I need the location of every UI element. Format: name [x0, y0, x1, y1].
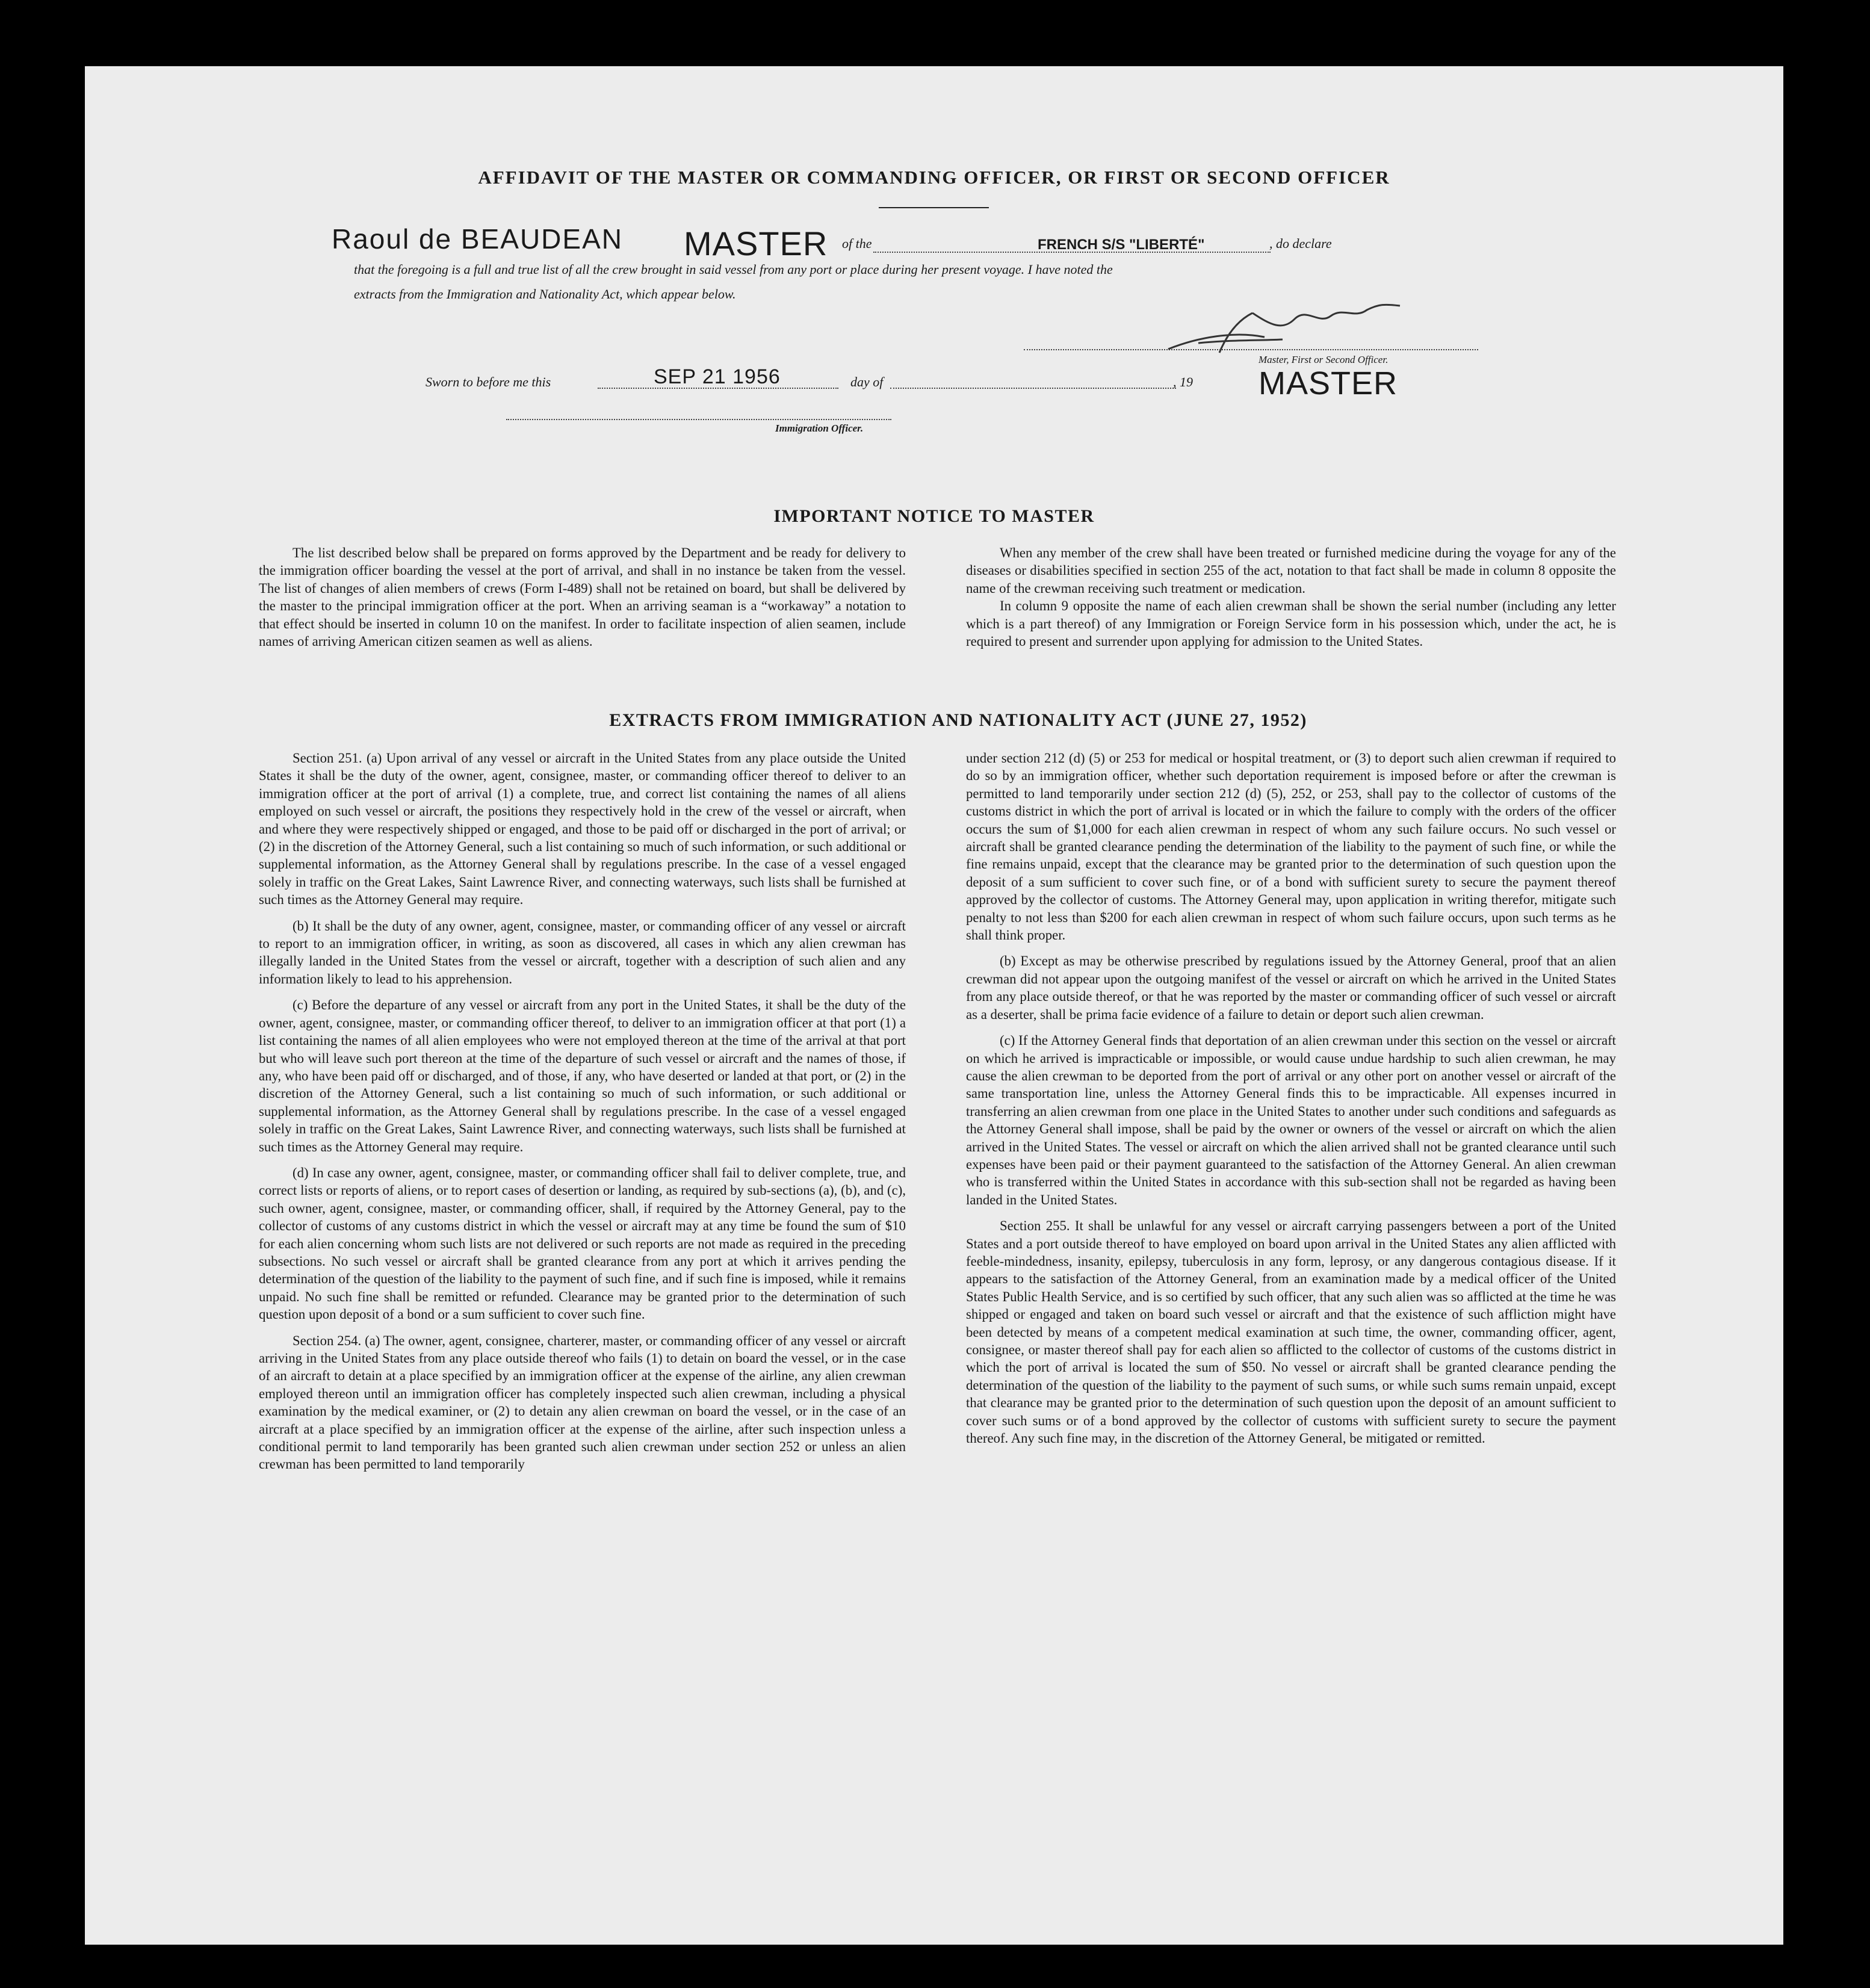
month-line: [890, 388, 1176, 389]
officer-signature-line: [506, 419, 891, 420]
extracts-left-column: [259, 749, 906, 1473]
section-255: Section 255. It shall be unlawful for any vessel or aircraft carrying passengers between a port of the United States and a port outside thereof to have employed on board upon arrival in the United States any alien afflicted with feeble-mindedness, insanity, epilepsy, tuberculosis in any form, leprosy, or any dangerous contagious disease. If it appears to the satisfaction of the Attorney General, from an examination made by a medical officer of the United States Public Health Service, and is so certified by such officer, that any such alien was so afflicted at the time he was shipped or engaged and taken on board such vessel or aircraft and that the existence of such affliction might have been detected by means of a competent medical examination at such time, the owner, commanding officer, agent, consignee, or master thereof shall pay for each alien so afflicted to the collector of customs of the customs district in which the port of arrival is located the sum of $50. No vessel or aircraft shall be granted clearance pending the determination of the question of the liability to the payment of such sums, or while such sums remain unpaid, except that clearance may be granted prior to the determination of such question upon the deposit of an amount sufficient to cover such sums or of a bond approved by the collector of customs with sufficient surety to secure the payment thereof. Any such fine may, in the discretion of the Attorney General, be mitigated or remitted.: [966, 1218, 1616, 1446]
year-prefix: , 19: [1173, 374, 1193, 389]
master-signature: [1162, 295, 1415, 361]
extracts-right-column: [966, 749, 1616, 1447]
section-251-d: (d) In case any owner, agent, consignee, master, or commanding officer shall fail to deliver complete, true, and correct lists or reports of aliens, or to report cases of desertion or landing, as required by sub-sections (a), (b), and (c), such owner, agent, consignee, master, or commanding officer, shall, if required by the Attorney General, pay to the collector of customs of any customs district in which the vessel or aircraft may at any time be found the sum of $10 for each alien concerning whom such lists are not delivered or such reports are not made as required in the preceding subsections. No such vessel or aircraft shall be granted clearance from any port at which it arrives pending the determination of the question of the liability to the payment of such fine, and if such fine is imposed, while it remains unpaid. No such fine shall be remitted or refunded. Clearance may be granted prior to the determination of such question upon deposit of a bond or a sum sufficient to cover such fine.: [259, 1165, 906, 1322]
signature-line: [1024, 349, 1478, 350]
notice-heading: IMPORTANT NOTICE TO MASTER: [773, 506, 1095, 526]
notice-left-paragraph: The list described below shall be prepared on forms approved by the Department and be ready for delivery to the immigration officer boarding the vessel at the port of arrival, and shall in no instance be taken from the vessel. The list of changes of alien members of crews (Form I-489) shall not be retained on board, but shall be delivered by the master to the principal immigration officer at the port. When an arriving seaman is a “workaway” a notation to that effect should be inserted in column 10 on the manifest. In order to facilitate inspection of alien seamen, include names of arriving American citizen seamen as well as aliens.: [259, 545, 906, 649]
do-declare-label: , do declare: [1269, 236, 1332, 251]
section-251-a: Section 251. (a) Upon arrival of any vessel or aircraft in the United States from any place outside the United States it shall be the duty of the owner, agent, consignee, master, or commanding officer thereof to deliver to an immigration officer at the port of arrival (1) a complete, true, and correct list containing the names of all aliens employed on such vessel or aircraft, the positions they respectively hold in the crew of the vessel or aircraft, when and where they were respectively shipped or engaged, and those to be paid off or discharged in the port of arrival; or (2) in the discretion of the Attorney General, such a list containing so much of such information, or such additional or supplemental information, as the Attorney General shall by regulations prescribe. In the case of a vessel engaged solely in traffic on the Great Lakes, Saint Lawrence River, and connecting waterways, such lists shall be furnished at such times as the Attorney General may require.: [259, 751, 906, 908]
sworn-label: Sworn to before me this: [426, 374, 551, 389]
day-of-label: day of: [850, 374, 884, 389]
notice-left-column: [259, 544, 906, 650]
officer-caption: Immigration Officer.: [775, 423, 864, 434]
extracts-heading: EXTRACTS FROM IMMIGRATION AND NATIONALITY ACT (JUNE 27, 1952): [609, 710, 1307, 730]
section-251-c: (c) Before the departure of any vessel or aircraft from any port in the United States, it shall be the duty of the owner, agent, consignee, master, or commanding officer thereof, to deliver to an immigration officer at that port (1) a list containing the names of all alien employees who were not employed thereon at the time of the arrival at that port but who will leave such port thereon at the time of the departure of such vessel or aircraft and the names of those, if any, who have been paid off or discharged, and of those, if any, who have deserted or landed at that port, or (2) in the discretion of the Attorney General, such a list containing so much of such information, or such additional or supplemental information, as the Attorney General shall by regulations prescribe. In the case of a vessel engaged solely in traffic on the Great Lakes, Saint Lawrence River, and connecting waterways, such lists shall be furnished at such times as the Attorney General may require.: [259, 997, 906, 1154]
notice-right-paragraph-2: In column 9 opposite the name of each alien crewman shall be shown the serial number (including any letter which is a part thereof) of any Immigration or Foreign Service form in his possession which, under the act, he is required to present and surrender upon applying for admission to the United States.: [966, 598, 1616, 649]
signature-caption: Master, First or Second Officer.: [1259, 354, 1389, 365]
notice-right-paragraph-1: When any member of the crew shall have been treated or furnished medicine during the voyage for any of the diseases or disabilities specified in section 255 of the act, notation to that fact shall be made in column 8 opposite the name of the crewman receiving such treatment or medication.: [966, 545, 1616, 596]
affidavit-title: AFFIDAVIT OF THE MASTER OR COMMANDING OFFICER, OR FIRST OR SECOND OFFICER: [478, 167, 1390, 188]
title-underline: [879, 207, 989, 208]
declarant-name: Raoul de BEAUDEAN: [332, 223, 623, 255]
declarant-rank: MASTER: [684, 225, 828, 262]
notice-right-column: [966, 544, 1616, 650]
section-254-b: (b) Except as may be otherwise prescribed by regulations issued by the Attorney General, proof that an alien crewman did not appear upon the outgoing manifest of the vessel or aircraft on which he arrived in the United States from any place outside thereof, or that he was reported by the master or commanding officer of such vessel or aircraft as a deserter, shall be prima facie evidence of a failure to detain or deport such alien crewman.: [966, 953, 1616, 1022]
section-251-b: (b) It shall be the duty of any owner, agent, consignee, master, or commanding officer of any vessel or aircraft to report to an immigration officer, in writing, as soon as discovered, all cases in which any alien crewman has illegally landed in the United States from the vessel or aircraft, together with a description of such alien and any information likely to lead to his apprehension.: [259, 918, 906, 986]
affidavit-page: [85, 66, 1783, 1945]
declaration-line-1: that the foregoing is a full and true list of all the crew brought in said vessel from any port or place during her present voyage. I have noted the: [354, 262, 1113, 277]
section-254-c: (c) If the Attorney General finds that deportation of an alien crewman under this section on the vessel or aircraft on which he arrived is impracticable or impossible, or would cause undue hardship to such alien crewman, he may cause the alien crewman to be deported from the port of arrival or any other port on another vessel or aircraft of the same transportation line, unless the Attorney General finds this to be impracticable. All expenses incurred in transferring an alien crewman from one place in the United States to another under such conditions and safeguards as the Attorney General shall impose, shall be paid by the owner or owners of the vessel or aircraft on which the alien arrived in the United States. The vessel or aircraft on which the alien arrived shall not be granted clearance until such expenses have been paid or their payment guaranteed to the satisfaction of the Attorney General. An alien crewman who is transferred within the United States in accordance with this sub-section shall not be regarded as having been landed in the United States.: [966, 1033, 1616, 1207]
of-the-label: of the: [842, 236, 872, 251]
section-254-a-continued: under section 212 (d) (5) or 253 for medical or hospital treatment, or (3) to deport such alien crewman if required to do so by an immigration officer, whether such deportation requirement is imposed before or after the crewman is permitted to land temporarily under section 212 (d) (5), 252, or 253, shall pay to the collector of customs of the customs district in which the port of arrival is located or in which the failure to comply with the orders of the officer occurs the sum of $1,000 for each alien crewman in respect of whom any such failure occurs. No such vessel or aircraft shall be granted clearance pending the determination of the liability to the payment of such fine, or while the fine remains unpaid, except that the clearance may be granted prior to the determination of such question upon the deposit of a sum sufficient to cover such fine, or of a bond with sufficient surety to secure the payment thereof approved by the collector of customs. The Attorney General may, upon application in writing therefor, mitigate such penalty to not less than $200 for each alien crewman in respect of whom such failure occurs, upon such terms as he shall think proper.: [966, 751, 1616, 943]
declaration-line-2: extracts from the Immigration and Nationality Act, which appear below.: [354, 286, 736, 302]
section-254-a: Section 254. (a) The owner, agent, consignee, charterer, master, or commanding officer of any vessel or aircraft arriving in the United States from any place outside thereof who fails (1) to detain on board the vessel, or in the case of an aircraft to detain at a place specified by an immigration officer at the expense of the airline, any alien crewman employed thereon until an immigration officer has completely inspected such alien crewman, including a physical examination by the medical examiner, or (2) to detain any alien crewman on board the vessel, or in the case of an aircraft at a place specified by an immigration officer at the expense of the airline, after such inspection unless a conditional permit to land temporarily has been granted such alien crewman under section 252 or unless an alien crewman has been permitted to land temporarily: [259, 1333, 906, 1472]
signer-title: MASTER: [1259, 365, 1398, 401]
vessel-name: FRENCH S/S "LIBERTÉ": [1038, 237, 1205, 253]
sworn-date: SEP 21 1956: [654, 365, 781, 388]
